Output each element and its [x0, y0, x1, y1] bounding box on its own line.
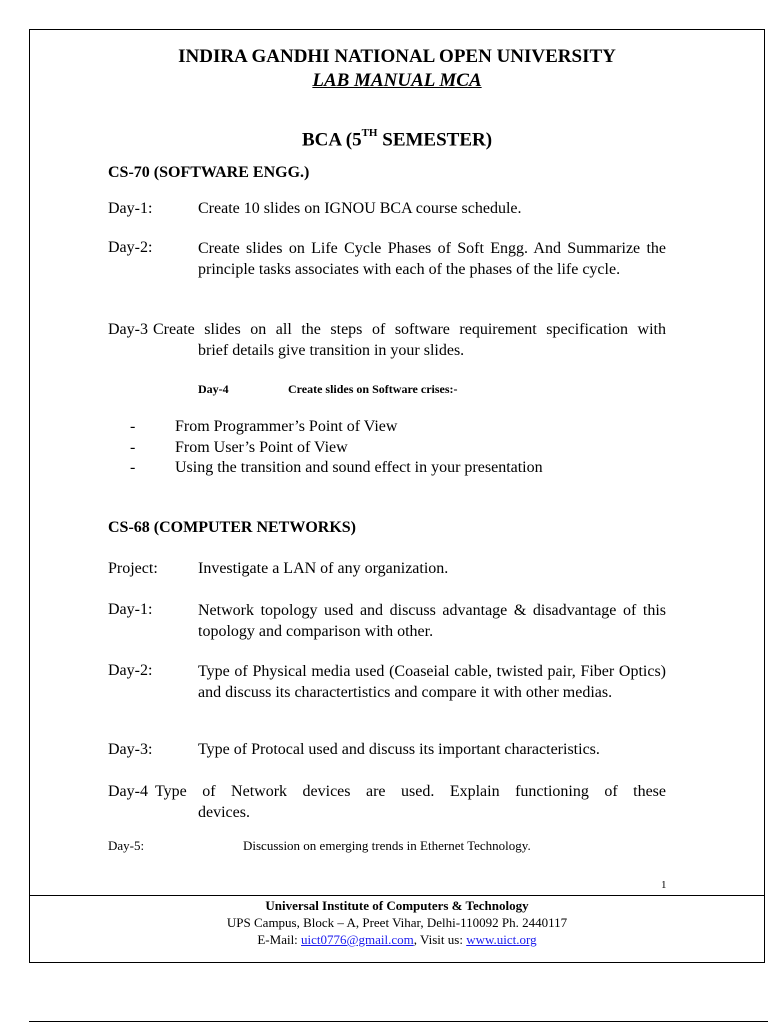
footer-visit-prefix: , Visit us: [413, 932, 467, 947]
bullet-mark: - [130, 459, 136, 476]
cs68-day4-line2: devices. [198, 804, 250, 821]
manual-title: LAB MANUAL MCA [312, 70, 482, 91]
semester-prefix: BCA (5 [301, 129, 362, 151]
cs68-day3-text: Type of Protocal used and discuss its important characteristics. [198, 741, 600, 758]
cs68-day1-label: Day-1: [108, 601, 153, 618]
page-number: 1 [661, 879, 667, 891]
list-item: Using the transition and sound effect in your presentation [175, 459, 543, 476]
bullet-mark: - [130, 439, 136, 456]
cs68-heading: CS-68 (COMPUTER NETWORKS) [108, 519, 357, 536]
cs70-day1-text: Create 10 slides on IGNOU BCA course schedule. [198, 200, 522, 217]
semester-suffix: SEMESTER) [377, 129, 493, 151]
semester-heading [29, 129, 765, 151]
bottom-rule [29, 1021, 768, 1022]
cs68-day4-label: Day-4 [108, 783, 148, 800]
cs70-heading: CS-70 (SOFTWARE ENGG.) [108, 164, 310, 181]
cs70-day3-line2: brief details give transition in your slides. [198, 342, 465, 359]
cs70-day4-text: Create slides on Software crises:- [288, 382, 458, 396]
cs70-day1-label: Day-1: [108, 200, 153, 217]
footer-institute-name: Universal Institute of Computers & Technology [265, 898, 529, 913]
cs68-day2-text: Type of Physical media used (Coaseial cable, twisted pair, Fiber Optics) and discuss its charactertistics and compare it with other medias. [198, 663, 666, 701]
footer-institute [29, 898, 765, 914]
cs70-day3-label: Day-3 [108, 321, 148, 338]
semester-sup: TH [361, 127, 378, 139]
cs68-day5-text: Discussion on emerging trends in Ethernet Technology. [243, 838, 531, 853]
cs70-day2-label: Day-2: [108, 239, 153, 256]
cs68-project-text: Investigate a LAN of any organization. [198, 560, 449, 577]
footer-contact [29, 932, 765, 948]
bullet-mark: - [130, 418, 136, 435]
university-title: INDIRA GANDHI NATIONAL OPEN UNIVERSITY [178, 46, 616, 67]
cs68-project-label: Project: [108, 560, 158, 577]
footer-divider [29, 895, 765, 896]
footer-email-prefix: E-Mail: [257, 932, 302, 947]
cs68-day5-label: Day-5: [108, 838, 145, 853]
cs68-day3-label: Day-3: [108, 741, 153, 758]
website-link[interactable]: www.uict.org [466, 932, 537, 947]
cs70-day3-line1: Create slides on all the steps of software requirement specification with [153, 321, 666, 338]
cs68-day2-label: Day-2: [108, 662, 153, 679]
email-link[interactable]: uict0776@gmail.com [301, 932, 414, 947]
cs70-day4-label: Day-4 [198, 382, 229, 396]
cs68-day1-text: Network topology used and discuss advantage & disadvantage of this topology and comparison with other. [198, 602, 666, 640]
cs70-day2-text: Create slides on Life Cycle Phases of Soft Engg. And Summarize the principle tasks associates with each of the phases of the life cycle. [198, 240, 666, 278]
cs68-day4-line1: Type of Network devices are used. Explain functioning of these [155, 783, 666, 800]
list-item: From User’s Point of View [175, 439, 348, 456]
footer-address: UPS Campus, Block – A, Preet Vihar, Delhi-110092 Ph. 2440117 [226, 915, 568, 930]
manual-title-wrap [29, 70, 765, 92]
list-item: From Programmer’s Point of View [175, 418, 398, 435]
